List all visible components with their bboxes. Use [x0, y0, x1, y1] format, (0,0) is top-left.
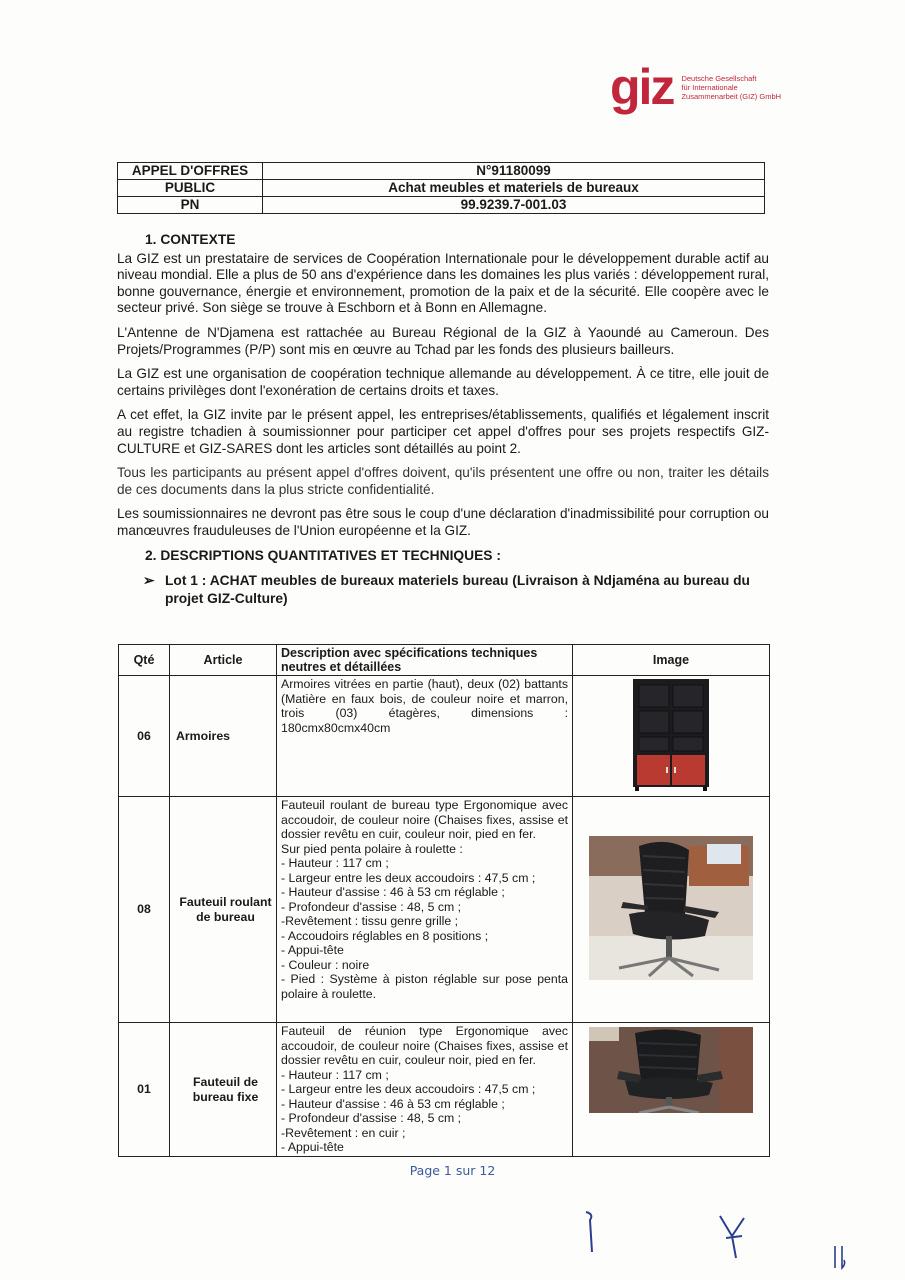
item-qty: 08 [119, 797, 170, 1023]
project-number: 99.9239.7-001.03 [263, 197, 765, 214]
table-header-row [119, 645, 770, 676]
description-line: - Appui-tête [281, 943, 344, 957]
description-line: - Profondeur d'assise : 48, 5 cm ; [281, 1111, 462, 1125]
item-image-cell [573, 676, 770, 797]
meeting-chair-image [589, 1027, 753, 1113]
description-line: -Revêtement : tissu genre grille ; [281, 914, 459, 928]
section-heading-context: 1. CONTEXTE [145, 232, 236, 247]
column-header-image: Image [573, 645, 770, 676]
tender-number: N°91180099 [263, 163, 765, 180]
handwritten-initial-mark [712, 1212, 752, 1260]
handwritten-initial-mark [580, 1208, 600, 1256]
office-chair-image [589, 836, 753, 980]
description-line: - Largeur entre les deux accoudoirs : 47,5 cm ; [281, 870, 536, 885]
item-image-cell [573, 1023, 770, 1157]
description-line: - Couleur : noire [281, 957, 370, 972]
paragraph: A cet effet, la GIZ invite par le présent appel, les entreprises/établissements, qualifiés et légalement inscrit au registre tchadien à soumissionner pour participer cet appel d'offres pour ses projets respectifs GIZ-CULTURE et GIZ-SARES dont les articles sont détaillés au point 2. [117, 407, 769, 456]
item-article: Armoires [170, 676, 277, 797]
table-row [119, 676, 770, 797]
lot-title: Lot 1 : ACHAT meubles de bureaux materiels bureau (Livraison à Ndjaména au bureau du projet GIZ-Culture) [165, 573, 750, 607]
paragraph: Les soumissionnaires ne devront pas être sous le coup d'une déclaration d'inadmissibilité pour corruption ou manœuvres frauduleuses de l'Union européenne et la GIZ. [117, 506, 769, 538]
description-line: - Accoudoirs réglables en 8 positions ; [281, 928, 489, 943]
description-line: - Pied : Système à piston réglable sur pose penta polaire à roulette. [281, 972, 568, 1001]
header-label: APPEL D'OFFRES [118, 163, 263, 180]
paragraph: L'Antenne de N'Djamena est rattachée au Bureau Régional de la GIZ à Yaoundé au Cameroun. Des Projets/Programmes (P/P) sont mis en œuvre au Tchad par les fonds des plusieurs bailleurs. [117, 324, 769, 357]
header-row [118, 163, 765, 180]
table-row [119, 1023, 770, 1157]
description-line: Sur pied penta polaire à roulette : [281, 841, 463, 856]
logo-mark: giz [610, 59, 674, 115]
logo-line: für Internationale [681, 82, 738, 92]
item-qty: 01 [119, 1023, 170, 1157]
column-header-description: Description avec spécifications techniques neutres et détaillées [277, 645, 573, 676]
description-line: - Hauteur d'assise : 46 à 53 cm réglable ; [281, 885, 505, 899]
lot-heading [143, 572, 769, 608]
arrow-bullet-icon: ➢ [143, 573, 155, 589]
item-qty: 06 [119, 676, 170, 797]
description-line: - Hauteur : 117 cm ; [281, 1067, 389, 1082]
paragraph: La GIZ est une organisation de coopération technique allemande au développement. À ce titre, elle jouit de certains privilèges dont l'exonération de certains droits et taxes. [117, 366, 769, 398]
column-header-article: Article [170, 645, 277, 676]
item-description [277, 1023, 573, 1157]
header-row [118, 197, 765, 214]
paragraph: La GIZ est un prestataire de services de Coopération Internationale pour le développement durable actif au niveau mondial. Elle a plus de 50 ans d'expérience dans les domaines les plus variés : développement rural, bonne gouvernance, énergie et environnement, promotion de la paix et de la sécurité. Elle coopère avec le secteur privé. Son siège se trouve à Eschborn et à Bonn en Allemagne. [117, 250, 769, 316]
logo-text [681, 74, 781, 101]
tender-header-table [117, 162, 765, 214]
giz-logo [610, 59, 782, 115]
logo-line: Zusammenarbeit (GIZ) GmbH [681, 91, 782, 101]
description-line: - Hauteur d'assise : 46 à 53 cm réglable ; [281, 1096, 505, 1111]
description-line: - Profondeur d'assise : 48, 5 cm ; [281, 899, 462, 914]
item-description [277, 676, 573, 797]
header-label: PN [118, 197, 263, 214]
column-header-qty: Qté [119, 645, 170, 676]
description-line: - Hauteur : 117 cm ; [281, 856, 389, 870]
description-line: Fauteuil roulant de bureau type Ergonomique avec accoudoir, de couleur noire (Chaises fixes, assise et dossier revêtu en cuir, couleur noir, pied en fer. [281, 798, 568, 841]
tender-subject: Achat meubles et materiels de bureaux [263, 180, 765, 197]
paragraph: Tous les participants au présent appel d'offres doivent, qu'ils présentent une offre ou non, traiter les détails de ces documents dans la plus stricte confidentialité. [117, 465, 769, 497]
document-body [117, 232, 769, 616]
items-table [118, 644, 770, 1157]
item-article: Fauteuil roulant de bureau [170, 797, 277, 1023]
header-label: PUBLIC [118, 180, 263, 197]
item-description [277, 797, 573, 1023]
logo-line: Deutsche Gesellschaft [681, 73, 757, 83]
page-number: Page 1 sur 12 [409, 1163, 496, 1178]
description-line: - Appui-tête [281, 1140, 344, 1154]
description-line: Armoires vitrées en partie (haut), deux (02) battants (Matière en faux bois, de couleur noire et marron, trois (03) étagères, dimensions : 180cmx80cmx40cm [281, 677, 568, 735]
description-line: - Largeur entre les deux accoudoirs : 47,5 cm ; [281, 1082, 536, 1096]
cabinet-image [631, 677, 711, 791]
handwritten-initial-mark [830, 1242, 850, 1272]
item-article: Fauteuil de bureau fixe [170, 1023, 277, 1157]
section-heading-descriptions: 2. DESCRIPTIONS QUANTITATIVES ET TECHNIQUES : [145, 547, 501, 563]
table-row [119, 797, 770, 1023]
description-line: Fauteuil de réunion type Ergonomique avec accoudoir, de couleur noire (Chaises fixes, assise et dossier revêtu en cuir, couleur noir, pied en fer. [281, 1024, 568, 1067]
description-line: -Revêtement : en cuir ; [281, 1125, 406, 1140]
item-image-cell [573, 797, 770, 1023]
header-row [118, 180, 765, 197]
